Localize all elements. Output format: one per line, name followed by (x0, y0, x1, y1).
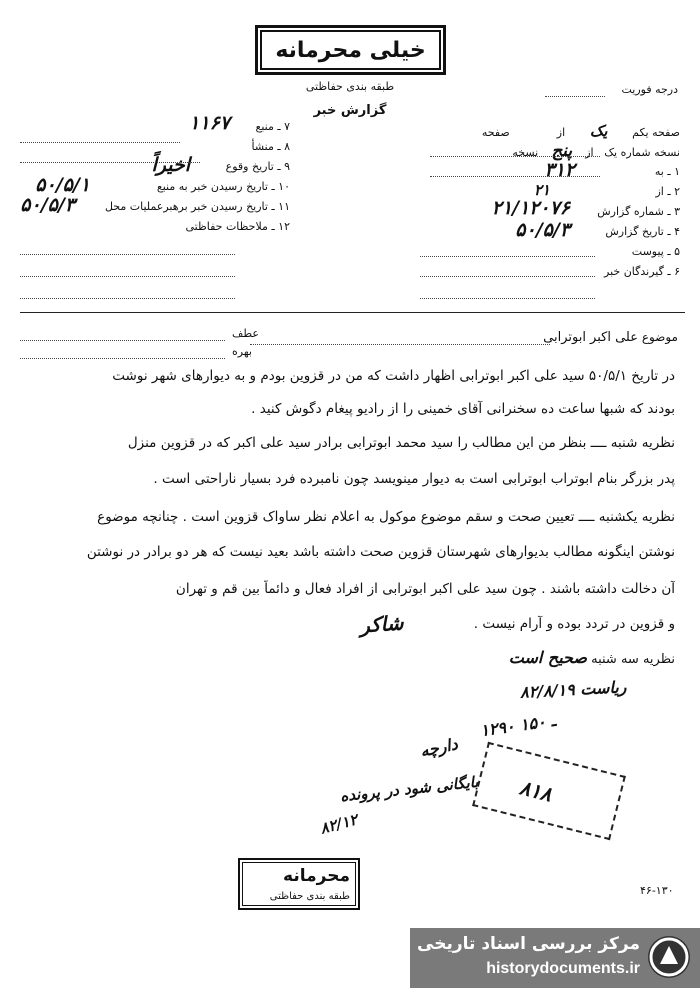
field-security-notes: ۱۲ ـ ملاحظات حفاظتی (185, 220, 290, 233)
body-line-1: در تاریخ ۵۰/۵/۱ سید علی اکبر ابوترابی اظهار داشت که من در قزوین بودم و به دیوارهای شهر نوشت (112, 368, 675, 384)
field-attachment: ۵ ـ پیوست (631, 245, 680, 258)
line-notes-3 (20, 298, 235, 299)
atf-label: عطف (232, 327, 259, 340)
body-line-2: بودند که شبها ساعت ده سخنرانی آقای خمینی را از رادیو پیغام دگوش کنید . (251, 401, 675, 417)
field-local-receipt-date: ۱۱ ـ تاریخ رسیدن خبر برهبرعملیات محل ۵۰/۵/۳ (20, 194, 290, 216)
section-divider (20, 312, 685, 313)
center-name: مرکز بررسی اسناد تاریخی (417, 934, 640, 954)
right-fields (410, 122, 680, 285)
field-report-date: ۴ ـ تاریخ گزارش ۵۰/۵/۳ (515, 219, 680, 241)
signature-shaker: شاکر (359, 610, 405, 638)
field-source-receipt-date: ۱۰ ـ تاریخ رسیدن خبر به منبع ۵۰/۵/۱ (35, 174, 290, 196)
field-source: ۷ ـ منبع ۱۱۶۷ (189, 112, 290, 134)
body-line-6: نوشتن اینگونه مطالب بدیوارهای شهرستان قزوین صحت داشته باشد بعید نیست که هر دو برادر در نوشتن (86, 544, 675, 560)
field-report-number: ۳ ـ شماره گزارش ۲۱/۱۲۰۷۶ (491, 197, 680, 219)
report-title: گزارش خبر (313, 103, 387, 118)
page-code: ۴۶-۱۳۰ (640, 884, 674, 897)
priority-label: درجه فوریت (621, 83, 678, 96)
handwritten-note-1: ۸۲/۸/۱۹ ریاست (519, 677, 627, 702)
handwritten-note-3: دارچه (418, 734, 460, 761)
footer-classification-stamp (238, 858, 360, 910)
subject-value: علی اکبر ابوترابی (543, 330, 638, 345)
subject-row (543, 330, 678, 345)
tuesday-note-value: صحیح است (508, 648, 587, 667)
field-page: صفحه یکم یک از صفحه (481, 122, 680, 140)
left-fields (20, 112, 290, 240)
footer-stamp-subtitle: طبقه بندی حفاظتی (269, 891, 350, 902)
priority-line (545, 96, 605, 97)
classification-text: خیلی محرمانه (275, 37, 426, 63)
field-to: ۱ ـ به ۳۱۲ (544, 159, 680, 181)
line-from (430, 176, 600, 177)
footer-stamp-text: محرمانه (283, 866, 350, 886)
line-attachment (420, 256, 595, 257)
line-notes-2 (20, 276, 235, 277)
field-recipients: ۶ ـ گیرندگان خبر (604, 265, 680, 278)
line-origin (20, 162, 200, 163)
subject-line (250, 344, 550, 345)
field-event-date: ۹ ـ تاریخ وقوع اخیراً (151, 154, 290, 176)
subject-label: موضوع (641, 330, 678, 344)
field-copy: نسخه شماره یک از پنج نسخه (512, 141, 680, 161)
footer-banner (410, 928, 700, 988)
body-line-8: و قزوین در تردد بوده و آرام نیست . (473, 616, 675, 632)
security-subtitle: طبقه بندی حفاظتی (305, 80, 395, 93)
line-to (430, 156, 600, 157)
tuesday-note (509, 648, 675, 667)
bahre-line (20, 358, 225, 359)
body-line-3: نظریه شنبه ــــ بنظر من این مطالب را سید محمد ابوترابی برادر سید علی اکبر که در قزوین منزل (127, 435, 675, 451)
line-notes-1 (20, 254, 235, 255)
line-recipients (420, 276, 595, 277)
bahre-label: بهره (232, 345, 252, 358)
classification-stamp (255, 25, 446, 75)
received-stamp (472, 742, 626, 840)
field-from: ۲ ـ از ۲۱ (533, 181, 680, 199)
website: historydocuments.ir (486, 960, 640, 977)
line-source (20, 142, 180, 143)
body-line-4: پدر بزرگر بنام ابوتراب ابوترابی است به دیوار مینویسد چون نامبرده فرد بسیار ناراحتی است . (153, 471, 675, 487)
field-origin: ۸ ـ منشأ (251, 140, 290, 153)
handwritten-note-5: ۸۲/۱۲ (318, 810, 360, 838)
body-line-5: نظریه یکشنبه ــــ تعیین صحت و سقم موضوع موکول به اعلام نظر ساواک قزوین است . چنانچه موضوع (97, 509, 675, 525)
tuesday-note-label: نظریه سه شنبه (591, 652, 675, 667)
handwritten-note-4: بایگانی شود در پرونده (339, 772, 480, 806)
center-logo-icon (648, 936, 690, 978)
handwritten-note-2: ۱۲۹۰ ـ ۱۵۰ (479, 710, 557, 741)
received-stamp-number: ۸۱۸ (517, 775, 555, 807)
body-line-7: آن دخالت داشته باشند . چون سید علی اکبر ابوترابی از افراد فعال و دائماً بین قم و تهران (175, 581, 675, 597)
line-recipients-2 (420, 298, 595, 299)
atf-line (20, 340, 225, 341)
